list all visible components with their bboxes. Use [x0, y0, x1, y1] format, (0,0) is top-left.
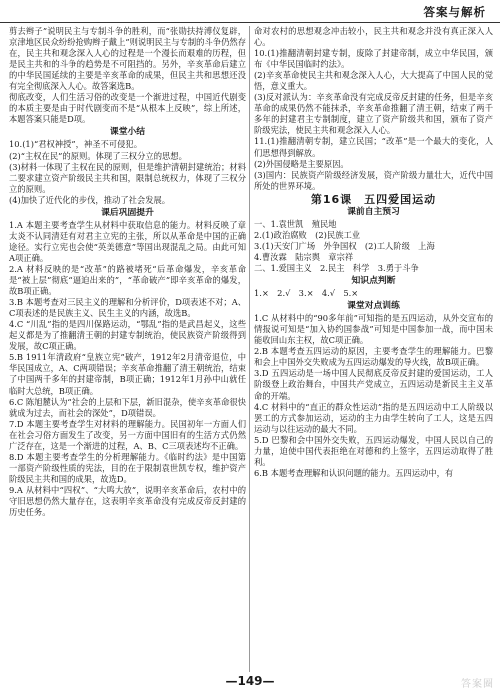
paragraph: (3)国内：民族资产阶级经济发展，资产阶级力量壮大，近代中国所处的世界环境。 — [254, 169, 493, 191]
paragraph: 二、1.爱国主义 2.民主 科学 3.勇于斗争 — [254, 262, 419, 273]
paragraph: (3)反对派认为：辛亥革命没有完成反帝反封建的任务，但是辛亥革命的成果仍然不能抹杀，辛亥革命推翻了清王朝，结束了两千多年的封建君主专制制度，建立了资产阶级共和国，颁布了资产阶级宪法，使民主共和观念深入人心。 — [254, 92, 493, 136]
watermark-logo: 答案圈 — [461, 679, 494, 690]
left-column — [9, 26, 246, 518]
paragraph: 一、1.袁世凯 殖民地 — [254, 218, 337, 229]
paragraph: 4.曹汝霖 陆宗舆 章宗祥 — [254, 251, 354, 262]
section-heading: 课前自主预习 — [347, 206, 400, 217]
paragraph: (2)辛亥革命使民主共和观念深入人心，大大提高了中国人民的觉悟，意义重大。 — [254, 70, 493, 92]
paragraph: (4)加快了近代化的步伐，推动了社会发展。 — [9, 194, 171, 205]
paragraph: 10.(1)“君权神授”，神圣不可侵犯。 — [9, 139, 142, 150]
page-header — [0, 0, 500, 23]
paragraph: 3.D 五四运动是一场中国人民彻底反帝反封建的爱国运动，工人阶级登上政治舞台，中国共产党成立，五四运动是新民主主义革命的开端。 — [254, 368, 493, 401]
paragraph: 4.C 材料中的“直正的群众性运动”指的是五四运动中工人阶级以罢工的方式参加运动，运动的主力由学生转向了工人，这是五四运动与以往运动的最大不同。 — [254, 401, 493, 434]
section-heading: 课堂对点训练 — [347, 301, 400, 312]
paragraph: (2)外国侵略是主要原因。 — [254, 158, 349, 169]
paragraph: 6.C 陈旭麓认为“社会的上层和下层，新旧混杂，使辛亥革命很快就成为过去，而社会的深处”，D项错误。 — [9, 396, 246, 418]
paragraph: 命对农村的思想观念冲击较小，民主共和观念并没有真正深入人心。 — [254, 26, 493, 48]
right-column — [254, 26, 493, 479]
paragraph: 彻底改变，人们生活习俗的改变是一个渐进过程，中国近代剧变的本质主要是由于时代剧变而不是“从根本上反映”，综上所述，本题答案只能是D项。 — [9, 92, 246, 125]
paragraph: 1.× 2.√ 3.× 4.√ 5.× — [254, 288, 359, 299]
paragraph: 5.B 1911年清政府“皇族立宪”破产，1912年2月清帝退位，中华民国成立，A、C两项错误；辛亥革命推翻了清王朝统治，结束了中国两千多年的封建帝制，B项正确；1912年1月孙中山就任临时大总统，B项正确。 — [9, 352, 246, 396]
header-title: 答案与解析 — [423, 5, 486, 19]
paragraph: 2.A 材料反映的是“改革”的路被堵死“后革命爆发，辛亥革命是“被上层”彻底“逼迫出来的”，“革命破产”即辛亥革命的爆发，故B项正确。 — [9, 263, 246, 297]
paragraph: 9.A 从材料中“四权”、“大鸣大放”，说明辛亥革命后，农村中的守旧思想仍然大量存在，这表明辛亥革命没有完成反帝反封建的历史任务。 — [9, 484, 246, 518]
paragraph: 2.(1)政治腐败 (2)民族工业 — [254, 229, 361, 240]
paragraph: 2.B 本题考查五四运动的原因，主要考查学生的理解能力。巴黎和会上中国外交失败成为五四运动爆发的导火线，故B项正确。 — [254, 346, 493, 368]
section-heading: 课后巩固提升 — [101, 207, 154, 218]
paragraph: 5.D 巴黎和会中国外交失败，五四运动爆发，中国人民以自己的力量，迫使中国代表拒绝在对德和约上签字，五四运动取得了胜利。 — [254, 434, 493, 467]
paragraph: 11.(1)推翻清朝专制，建立民国；“改革”是一个最大的变化，人们思想得到解放。 — [254, 136, 493, 158]
lesson-title: 第16课 五四爱国运动 — [310, 192, 437, 206]
paragraph: (3)材料一体现了主权在民的原则，但是维护清朝封建统治；材料二要求建立资产阶级民主共和国，限制总统权力，体现了三权分立的原则。 — [9, 161, 246, 194]
paragraph: 7.D 本题主要考查学生对材料的理解能力。民国初年一方面人们在社会习俗方面发生了改变，另一方面中国旧有的生活方式仍然广泛存在，这是一个渐进的过程，A、B、C三项表述均不正确。 — [9, 418, 246, 451]
paragraph: 3.(1)天安门广场 外争国权 (2)工人阶级 上海 — [254, 240, 435, 251]
paragraph: 6.B 本题考查理解和认识问题的能力。五四运动中，有 — [254, 467, 454, 478]
paragraph: 1.A 本题主要考查学生从材料中获取信息的能力。材料反映了章太炎不认同清廷有对君主立宪的主张，所以从革命是中国的正确途径。实行立宪也会使“英美德意”等国出现混乱之局。由此可知A项正确。 — [9, 219, 246, 263]
page-number: —149— — [225, 674, 275, 688]
paragraph: 8.D 本题主要考查学生的分析理解能力。《临时约法》是中国第一部资产阶级性质的宪法，目的在于限制袁世凯专权，维护资产阶级民主共和国的成果，故选D。 — [9, 451, 246, 484]
column-divider — [249, 26, 250, 672]
paragraph: 10.(1)推翻清朝封建专制，废除了封建帝制，成立中华民国，颁布《中华民国临时约法》。 — [254, 48, 493, 70]
section-heading: 课堂小结 — [109, 127, 146, 138]
paragraph: 4.C “川乱”指的是四川保路运动，“鄂乱”指的是武昌起义，这些起义都是为了推翻清王朝的封建专制统治，使民族资产阶级得到发展，故C项正确。 — [9, 319, 246, 352]
paragraph: 3.B 本题考查对三民主义的理解和分析评价，D项表述不对；A、C项表述的是民族主义、民生主义的内涵，故选B。 — [9, 297, 246, 319]
paragraph: 1.C 从材料中的“90多年前”可知指的是五四运动，从外交宣布的情报说可知是“加入协约国参战”可知是中国参加一战，而中国未能收回山东主权，故C项正确。 — [254, 313, 493, 346]
paragraph: (2)“主权在民”的原则。体现了三权分立的思想。 — [9, 150, 187, 161]
paragraph: 剪去辫子”说明民主与专制斗争的胜利，而“张勋扶持溥仪复辟，京津地区民众纷纷抢购辫子戴上”则说明民主与专制的斗争仍然存在，民主共和观念深入人心的过程是一个漫长而艰难的历程，但是民主共和的斗争的趋势是不可阻挡的。另外，辛亥革命后建立的中华民国延续的主要是辛亥革命的成果，但民主共和思想还没有完全彻底深入人心。故答案选B。 — [9, 26, 246, 92]
section-heading: 知识点判断 — [351, 276, 396, 287]
